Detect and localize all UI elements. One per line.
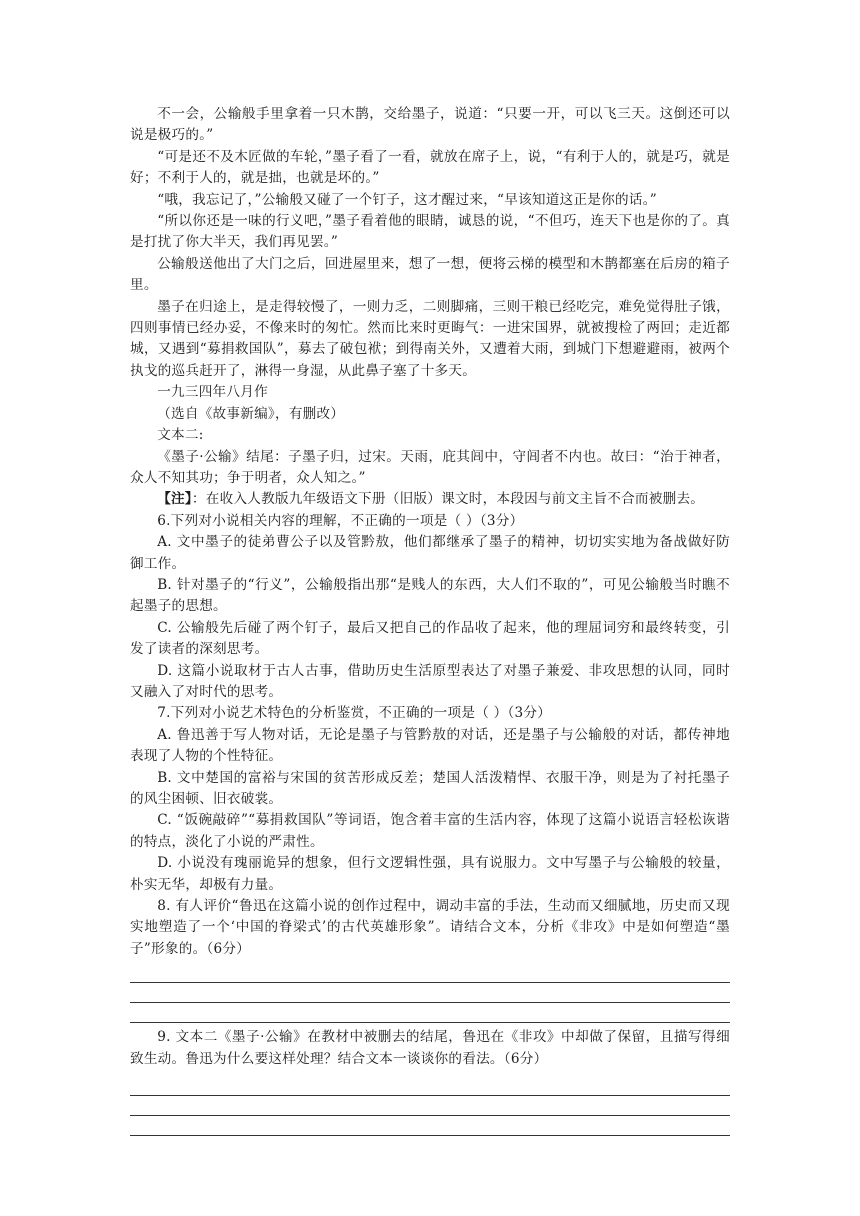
note-text: ：在收入人教版九年级语文下册（旧版）课文时，本段因与前文主旨不合而被删去。 (191, 491, 705, 508)
story-paragraph: 公输般送他出了大门之后，回进屋里来，想了一想，便将云梯的模型和木鹊都塞在后房的箱子里。 (130, 255, 730, 294)
story-paragraph: “可是还不及木匠做的车轮，”墨子看了一看，就放在席子上，说，“有利于人的，就是巧，就是好；不利于人的，就是拙，也就是坏的。” (130, 148, 730, 187)
question-7-option-b[interactable]: B. 文中楚国的富裕与宋国的贫苦形成反差；楚国人活泼精悍、衣服干净，则是为了衬托墨子的风尘困顿、旧衣破裳。 (130, 769, 730, 807)
question-9-stem: 9. 文本二《墨子·公输》在教材中被删去的结尾，鲁迅在《非攻》中却做了保留，且描写得细致生动。鲁迅为什么要这样处理？结合文本一谈谈你的看法。（6分） (130, 1029, 730, 1067)
document-content (130, 104, 730, 1140)
question-6-option-c[interactable]: C. 公输般先后碰了两个钉子，最后又把自己的作品收了起来，他的理屈词穷和最终转变，引发了读者的深刻思考。 (130, 619, 730, 658)
question-6-option-a[interactable]: A. 文中墨子的徒弟曹公子以及管黔敖，他们都继承了墨子的精神，切切实实地为备战做好防御工作。 (130, 534, 730, 572)
story-source: （选自《故事新编》，有删改） (157, 405, 345, 422)
question-6-option-b[interactable]: B. 针对墨子的“行义”，公输般指出那“是贱人的东西，大人们不取的”，可见公输般当时瞧不起墨子的思想。 (130, 576, 730, 615)
question-7-option-a[interactable]: A. 鲁迅善于写人物对话，无论是墨子与管黔敖的对话，还是墨子与公输般的对话，都传神地表现了人物的个性特征。 (130, 726, 730, 765)
note-label: 【注】 (157, 491, 192, 508)
question-6-option-d[interactable]: D. 这篇小说取材于古人古事，借助历史生活原型表达了对墨子兼爱、非攻思想的认同，同时又融入了对时代的思考。 (130, 662, 730, 700)
story-paragraph: “哦，我忘记了，”公输般又碰了一个钉子，这才醒过来，“早该知道这正是你的话。” (157, 191, 657, 208)
question-7-option-c[interactable]: C. “饭碗敲碎”“募捐救国队”等词语，饱含着丰富的生活内容，体现了这篇小说语言轻松诙谐的特点，淡化了小说的严肃性。 (130, 812, 730, 850)
story-paragraph: 墨子在归途上，是走得较慢了，一则力乏，二则脚痛，三则干粮已经吃完，难免觉得肚子饿，四则事情已经办妥，不像来时的匆忙。然而比来时更晦气：一进宋国界，就被搜检了两回；走近都城，又遇到“募捐救国队”，募去了破包袱；到得南关外，又遭着大雨，到城门下想避避雨，被两个执戈的巡兵赶开了，淋得一身湿，从此鼻子塞了十多天。 (130, 298, 730, 379)
question-7-option-d[interactable]: D. 小说没有瑰丽诡异的想象，但行文逻辑性强，具有说服力。文中写墨子与公输般的较量，朴实无华，却极有力量。 (130, 855, 730, 893)
answer-line[interactable] (130, 983, 730, 1003)
answer-line[interactable] (130, 966, 730, 983)
answer-line[interactable] (130, 1003, 730, 1023)
question-8-answer-area[interactable] (130, 966, 730, 1023)
answer-line[interactable] (130, 1116, 730, 1136)
question-6-stem: 6.下列对小说相关内容的理解，不正确的一项是（ ）（3分） (157, 512, 524, 529)
question-9-answer-area[interactable] (130, 1076, 730, 1136)
story-date: 一九三四年八月作 (157, 384, 268, 401)
question-7-stem: 7.下列对小说艺术特色的分析鉴赏，不正确的一项是（ ）（3分） (157, 705, 552, 722)
story-paragraph: “所以你还是一味的行义吧，”墨子看着他的眼睛，诚恳的说，“不但巧，连天下也是你的了。真是打扰了你大半天，我们再见罢。” (130, 213, 730, 251)
text2-note (130, 489, 730, 510)
question-8-stem: 8. 有人评价“鲁迅在这篇小说的创作过程中，调动丰富的手法，生动而又细腻地，历史而又现实地塑造了一个‘中国的脊梁式’的古代英雄形象”。请结合文本，分析《非攻》中是如何塑造“墨子”形象的。（6分） (130, 898, 730, 957)
text2-heading: 文本二: (157, 427, 204, 444)
answer-line[interactable] (130, 1076, 730, 1096)
story-paragraph: 不一会，公输般手里拿着一只木鹊，交给墨子，说道：“只要一开，可以飞三天。这倒还可以说是极巧的。” (130, 106, 730, 144)
text2-body: 《墨子·公输》结尾：子墨子归，过宋。天雨，庇其闾中，守闾者不内也。故曰：“治于神者，众人不知其功；争于明者，众人知之。” (130, 448, 730, 486)
answer-line[interactable] (130, 1096, 730, 1116)
